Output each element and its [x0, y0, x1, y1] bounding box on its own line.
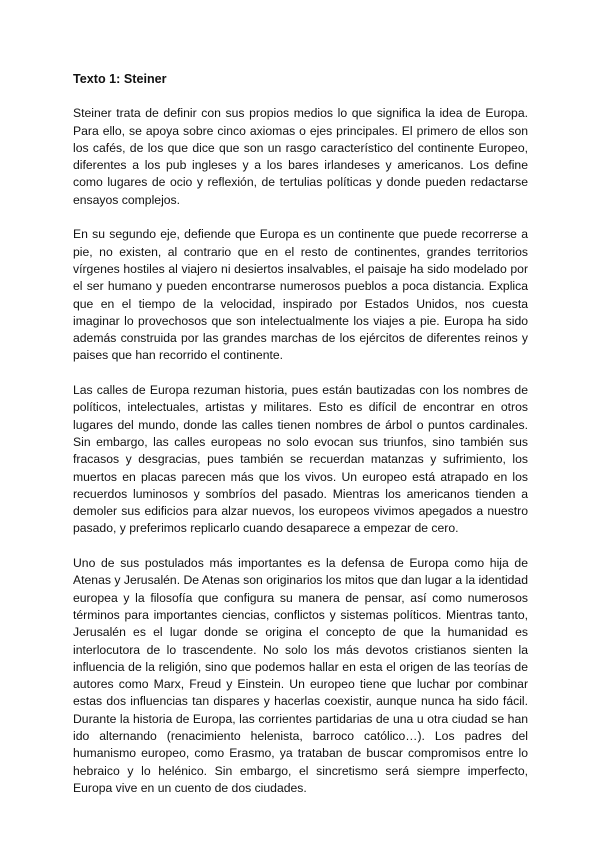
document-body — [73, 71, 528, 814]
paragraph-walking: En su segundo eje, defiende que Europa es un continente que puede recorrerse a pie, no existen, al contrario que en el resto de continentes, grandes territorios vírgenes hostiles al viajero ni desiertos insalvables, el paisaje ha sido modelado por el ser humano y pueden encontrarse numerosos pueblos a poca distancia. Explica que en el tiempo de la velocidad, inspirado por Estados Unidos, nos cuesta imaginar lo provechosos que son intelectualmente los viajes a pie. Europa ha sido además construida por las grandes marchas de los ejércitos de diferentes reinos y paises que han recorrido el continente. — [73, 227, 528, 363]
paragraph-streets: Las calles de Europa rezuman historia, pues están bautizadas con los nombres de políticos, intelectuales, artistas y militares. Esto es difícil de encontrar en otros lugares del mundo, donde las calles tienen nombres de árbol o puntos cardinales. Sin embargo, las calles europeas no solo evocan sus triunfos, sino también sus fracasos y desgracias, pues también se recuerdan matanzas y sufrimiento, los muertos en placas parecen más que los vivos. Un europeo está atrapado en los recuerdos luminosos y sombríos del pasado. Mientras los americanos tienden a demoler sus edificios para alzar nuevos, los europeos vivimos apegados a nuestro pasado, y preferimos replicarlo cuando desaparece a empezar de cero. — [73, 383, 528, 536]
paragraph-athens-jerusalem: Uno de sus postulados más importantes es la defensa de Europa como hija de Atenas y Jerusalén. De Atenas son originarios los mitos que dan lugar a la identidad europea y la filosofía que configura su manera de pensar, así como numerosos términos para importantes ciencias, conflictos y sistemas políticos. Mientras tanto, Jerusalén es el lugar donde se origina el concepto de que la humanidad es interlocutora de lo trascendente. No solo los más devotos cristianos sienten la influencia de la religión, sino que podemos hallar en esta el origen de las teorías de autores como Marx, Freud y Einstein. Un europeo tiene que luchar por combinar estas dos influencias tan dispares y hacerlas coexistir, aunque nunca ha sido fácil. Durante la historia de Europa, las corrientes partidarias de una u otra ciudad se han ido alternando (renacimiento helenista, barroco católico…). Los padres del humanismo europeo, como Erasmo, ya trataban de buscar compromisos entre lo hebraico y lo helénico. Sin embargo, el sincretismo será siempre imperfecto, Europa vive en un cuento de dos ciudades. — [73, 556, 528, 795]
document-title: Texto 1: Steiner — [73, 72, 167, 86]
paragraph-cafes: Steiner trata de definir con sus propios medios lo que significa la idea de Europa. Para ello, se apoya sobre cinco axiomas o ejes principales. El primero de ellos son los cafés, de los que dice que son un rasgo característico del continente Europeo, diferentes a los pub ingleses y a los bares irlandeses y americanos. Los define como lugares de ocio y reflexión, de tertulias políticas y donde pueden redactarse ensayos complejos. — [73, 106, 528, 207]
